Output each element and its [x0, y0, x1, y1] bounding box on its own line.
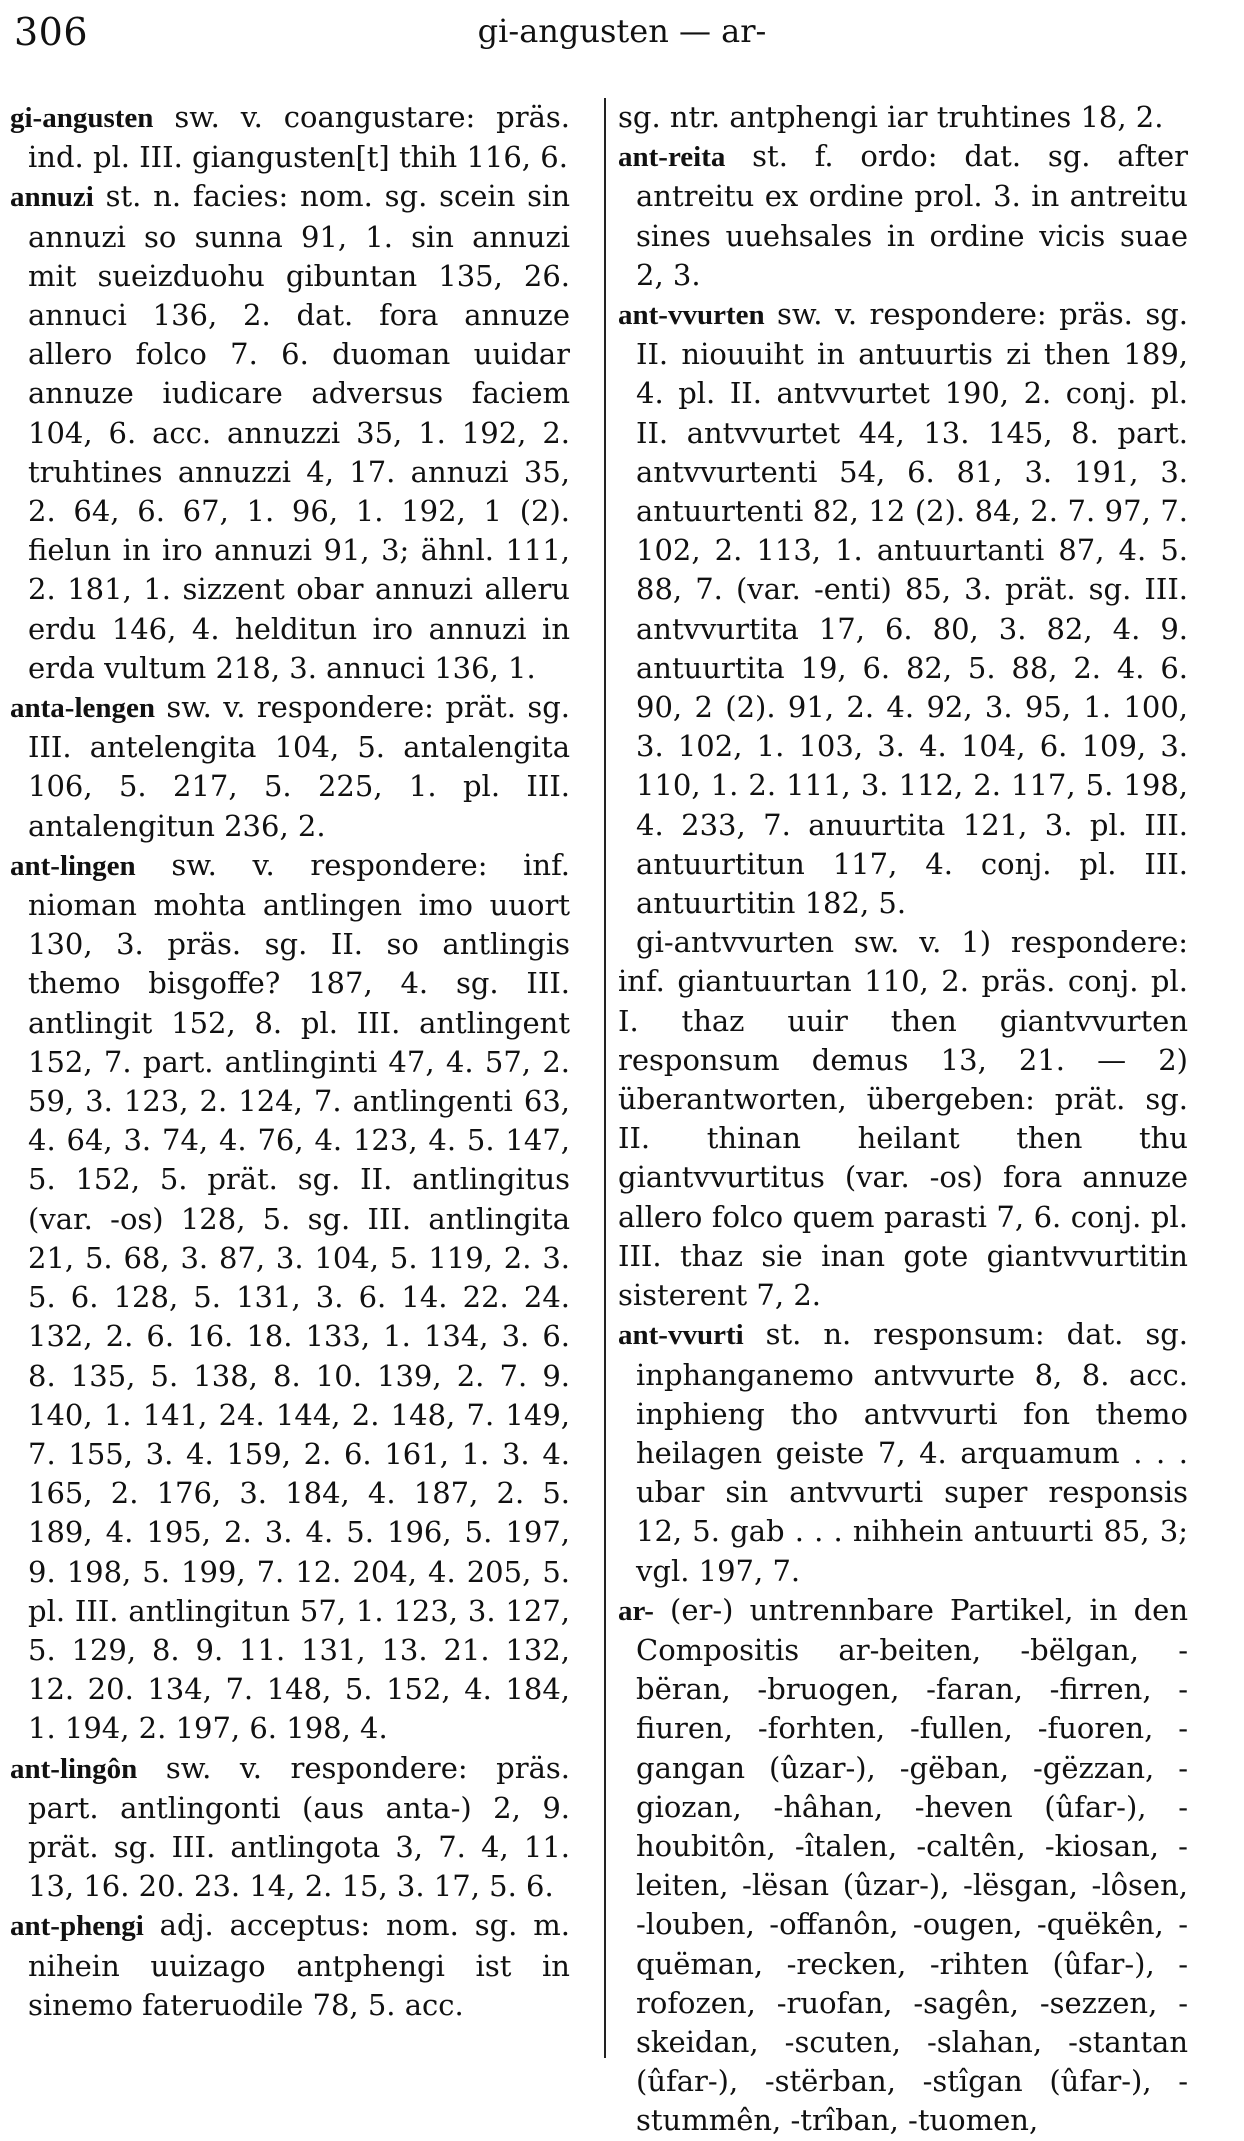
headword: ant-lingen — [10, 849, 136, 882]
dictionary-entry — [618, 1591, 1188, 2141]
entry-text: (er-) untrennbare Partikel, in den Compositis ar-beiten, -bëlgan, -bëran, -bruogen, -faran, -firren, -fiuren, -forhten, -fullen, -fuoren, -gangan (ûzar-), -gëban, -gëzzan, -giozan, -hâhan, -heven (ûfar-), -houbitôn, -îtalen, -caltên, -kiosan, -leiten, -lësan (ûzar-), -lësgan, -lôsen, -louben, -offanôn, -ougen, -quëkên, -quëman, -recken, -rihten (ûfar-), -rofozen, -ruofan, -sagên, -sezzen, -skeidan, -scuten, -slahan, -stantan (ûfar-), -stërban, -stîgan (ûfar-), -stummên, -trîban, -tuomen, — [636, 1592, 1188, 2138]
entry-text: sw. v. respondere: präs. sg. II. niouuiht in antuurtis zi then 189, 4. pl. II. antvvurtet 190, 2. conj. pl. II. antvvurtet 44, 13. 145, 8. part. antvvurtenti 54, 6. 81, 3. 191, 3. antuurtenti 82, 12 (2). 84, 2. 7. 97, 7. 102, 2. 113, 1. antuurtanti 87, 4. 5. 88, 7. (var. -enti) 85, 3. prät. sg. III. antvvurtita 17, 6. 80, 3. 82, 4. 9. antuurtita 19, 6. 82, 5. 88, 2. 4. 6. 90, 2 (2). 91, 2. 4. 92, 3. 95, 1. 100, 3. 102, 1. 103, 3. 4. 104, 6. 109, 3. 110, 1. 2. 111, 3. 112, 2. 117, 5. 198, 4. 233, 7. anuurtita 121, 3. pl. III. antuurtitun 117, 4. conj. pl. III. antuurtitin 182, 5. — [636, 297, 1188, 921]
sub-entry: gi-antvvurten sw. v. 1) respondere: inf. giantuurtan 110, 2. präs. conj. pl. I. thaz uuir then giantvvurten responsum demus 13, 21. — 2) überantworten, übergeben: prät. sg. II. thinan heilant then thu giantvvurtitus (var. -os) fora annuze allero folco quem parasti 7, 6. conj. pl. III. thaz sie inan gote giantvvurtitin sisterent 7, 2. — [618, 925, 1188, 1313]
dictionary-columns — [10, 98, 1234, 2138]
headword: ant-vvurti — [618, 1319, 744, 1352]
left-column — [10, 98, 570, 2025]
dictionary-entry — [10, 1749, 570, 1907]
dictionary-entry — [618, 295, 1188, 923]
dictionary-entry — [618, 137, 1188, 295]
entry-text: sw. v. coangustare: präs. ind. pl. III. giangusten[t] thih 116, 6. — [28, 100, 570, 175]
headword: ant-reita — [618, 141, 726, 174]
headword: ar- — [618, 1594, 654, 1627]
dictionary-entry — [10, 688, 570, 846]
running-title: gi-angusten — ar- — [477, 12, 767, 50]
dictionary-entry — [10, 846, 570, 1749]
entry-text: st. n. responsum: dat. sg. inphanganemo antvvurte 8, 8. acc. inphieng tho antvvurti fon themo heilagen geiste 7, 4. arquamum . . . ubar sin antvvurti super responsis 12, 5. gab . . . nihhein antuurti 85, 3; vgl. 197, 7. — [636, 1317, 1188, 1588]
dictionary-entry — [618, 1315, 1188, 1590]
headword: gi-angusten — [10, 102, 154, 134]
page-header — [0, 10, 1244, 60]
headword: anta-lengen — [10, 692, 155, 725]
entry-text: st. f. ordo: dat. sg. after antreitu ex ordine prol. 3. in antreitu sines uuehsales in ordine vicis suae 2, 3. — [636, 139, 1188, 292]
entry-continuation: sg. ntr. antphengi iar truhtines 18, 2. — [618, 100, 1164, 134]
entry-text: st. n. facies: nom. sg. scein sin annuzi so sunna 91, 1. sin annuzi mit sueizduohu gibuntan 135, 26. annuci 136, 2. dat. fora annuze allero folco 7. 6. duoman uuidar annuze iudicare adversus faciem 104, 6. acc. annuzzi 35, 1. 192, 2. truhtines annuzzi 4, 17. annuzi 35, 2. 64, 6. 67, 1. 96, 1. 192, 1 (2). fielun in iro annuzi 91, 3; ähnl. 111, 2. 181, 1. sizzent obar annuzi alleru erdu 146, 4. helditun iro annuzi in erda vultum 218, 3. annuci 136, 1. — [28, 179, 570, 685]
headword: ant-vvurten — [618, 299, 765, 332]
column-divider — [604, 98, 606, 2058]
headword: annuzi — [10, 181, 94, 214]
entry-text: sw. v. respondere: prät. sg. III. antelengita 104, 5. antalengita 106, 5. 217, 5. 225, 1. pl. III. antalengitun 236, 2. — [28, 690, 570, 843]
right-column — [618, 98, 1188, 2141]
entry-text: sw. v. respondere: inf. nioman mohta antlingen imo uuort 130, 3. präs. sg. II. so antlingis themo bisgoffe? 187, 4. sg. III. antlingit 152, 8. pl. III. antlingent 152, 7. part. antlinginti 47, 4. 57, 2. 59, 3. 123, 2. 124, 7. antlingenti 63, 4. 64, 3. 74, 4. 76, 4. 123, 4. 5. 147, 5. 152, 5. prät. sg. II. antlingitus (var. -os) 128, 5. sg. III. antlingita 21, 5. 68, 3. 87, 3. 104, 5. 119, 2. 3. 5. 6. 128, 5. 131, 3. 6. 14. 22. 24. 132, 2. 6. 16. 18. 133, 1. 134, 3. 6. 8. 135, 5. 138, 8. 10. 139, 2. 7. 9. 140, 1. 141, 24. 144, 2. 148, 7. 149, 7. 155, 3. 4. 159, 2. 6. 161, 1. 3. 4. 165, 2. 176, 3. 184, 4. 187, 2. 5. 189, 4. 195, 2. 3. 4. 5. 196, 5. 197, 9. 198, 5. 199, 7. 12. 204, 4. 205, 5. pl. III. antlingitun 57, 1. 123, 3. 127, 5. 129, 8. 9. 11. 131, 13. 21. 132, 12. 20. 134, 7. 148, 5. 152, 4. 184, 1. 194, 2. 197, 6. 198, 4. — [28, 847, 570, 1746]
dictionary-entry — [10, 177, 570, 688]
headword: ant-phengi — [10, 1910, 144, 1943]
dictionary-entry — [10, 1906, 570, 2025]
page-number: 306 — [14, 10, 89, 54]
dictionary-entry — [10, 98, 570, 177]
entry-text: adj. acceptus: nom. sg. m. nihein uuizago antphengi ist in sinemo fateruodile 78, 5. acc. — [28, 1908, 570, 2022]
headword: ant-lingôn — [10, 1752, 138, 1785]
entry-text: sw. v. respondere: präs. part. antlingonti (aus anta-) 2, 9. prät. sg. III. antlingota 3, 7. 4, 11. 13, 16. 20. 23. 14, 2. 15, 3. 17, 5. 6. — [28, 1750, 570, 1904]
